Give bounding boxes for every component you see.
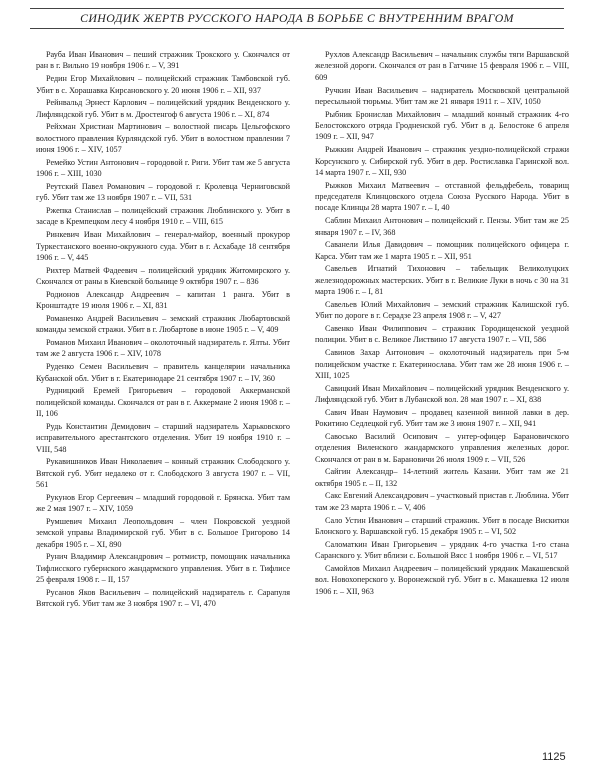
left-column [36,49,290,611]
list-item: Савельев Игнатий Тихонович – табельщик Великолуцких железнодорожных мастерских. Убит в г. Великие Луки в ночь с 30 на 31 марта 1906 г. – I, 81 [315,264,569,297]
list-item: Рыжков Михаил Матвеевич – отставной фельдфебель, товарищ председателя Клинцовского отдела Союза Русского Народа. Убит в посаде Клинцы 28 марта 1907 г. – I, 40 [315,180,569,213]
list-item: Савицкий Иван Михайлович – полицейский урядник Венденского у. Лифляндской губ. Убит в Лубанской вол. 28 мая 1907 г. – XI, 838 [315,383,569,405]
list-item: Рихтер Матвей Фадеевич – полицейский урядник Житомирского у. Скончался от раны в Киевской больнице 9 октября 1907 г. – 836 [36,265,290,287]
list-item: Румшевич Михаил Леопольдович – член Покровской уездной земской управы Владимирской губ. Убит в с. Большое Григорово 14 декабря 1905 г. – XI, 890 [36,516,290,549]
list-item: Рудницкий Еремей Григорьевич – городовой Аккерманской полицейской команды. Скончался от ран в г. Аккермане 2 июня 1908 г. – II, 106 [36,386,290,419]
list-item: Родионов Александр Андреевич – капитан 1 ранга. Убит в Кронштадте 19 июля 1906 г. – XI, 831 [36,289,290,311]
list-item: Саблин Михаил Антонович – полицейский г. Пензы. Убит там же 25 января 1907 г. – IV, 368 [315,216,569,237]
list-item: Романенко Андрей Васильевич – земский стражник Любартовской команды земской стражи. Убит в г. Любартове в июне 1905 г. – V, 409 [36,313,290,335]
list-item: Русанов Яков Васильевич – полицейский надзиратель г. Сарапуля Вятской губ. Убит там же 3 ноября 1907 г. – VI, 470 [36,587,290,609]
page-number: 1125 [542,751,566,763]
list-item: Рухлов Александр Васильевич – начальник службы тяги Варшавской железной дороги. Скончался от ран в Гатчине 15 февраля 1906 г. – VIII, 609 [315,50,569,82]
list-item: Савосько Василий Осипович – унтер-офицер Барановичского отделения Виленского жандармского управления железных дорог. Скончался от ран в м. Барановичи 26 июля 1909 г. – VII, 526 [315,431,569,464]
list-item: Савельев Юлий Михайлович – земский стражник Калишской губ. Убит по дороге в г. Серадзе 23 апреля 1908 г. – V, 427 [315,299,569,321]
list-item: Сало Устин Иванович – старший стражник. Убит в посаде Вискитки Блонского у. Варшавской губ. 15 декабря 1905 г. – VI, 502 [315,515,569,536]
header-rule-bottom [30,28,564,29]
list-item: Ремейко Устин Антонович – городовой г. Риги. Убит там же 5 августа 1906 г. – XIII, 1030 [36,157,290,179]
list-item: Сакс Евгений Александрович – участковый пристав г. Люблина. Убит там же 23 марта 1906 г. – V, 406 [315,491,569,512]
list-item: Романов Михаил Иванович – околоточный надзиратель г. Ялты. Убит там же 2 августа 1906 г. – XIV, 1078 [36,338,290,359]
list-item: Ринкевич Иван Михайлович – генерал-майор, военный прокурор Туркестанского военно-окружного суда. Убит в г. Асхабаде 18 сентября 1906 г. – V, 445 [36,230,290,262]
list-item: Рукунов Егор Сергеевич – младший городовой г. Брянска. Убит там же 2 мая 1907 г. – XIV, 1059 [36,492,290,514]
list-item: Саванели Илья Давидович – помощник полицейского офицера г. Карса. Убит там же 1 марта 1905 г. – XII, 951 [315,240,569,261]
list-item: Руденко Семен Васильевич – правитель канцелярии начальника Кубанской обл. Убит в г. Екатеринодаре 21 сентября 1907 г. – IV, 360 [36,362,290,383]
list-item: Рукавишников Иван Николаевич – конный стражник Слободского у. Вятской губ. Убит недалеко от г. Слободского 3 августа 1907 г. – VII, 561 [36,457,290,490]
list-item: Редин Егор Михайлович – полицейский стражник Тамбовской губ. Убит в с. Хорашавка Кирсановского у. 20 июня 1906 г. – XII, 937 [36,74,290,95]
list-item: Реутский Павел Романович – городовой г. Кролевца Черниговской губ. Убит там же 13 ноября 1907 г. – VII, 531 [36,181,290,203]
page-title: СИНОДИК ЖЕРТВ РУССКОГО НАРОДА В БОРЬБЕ С ВНУТРЕННИМ ВРАГОМ [80,11,514,25]
list-item: Саломаткин Иван Григорьевич – урядник 4-го участка 1-го стана Саранского у. Убит вблизи с. Большой Вясс 1 ноября 1906 г. – VI, 517 [315,539,569,561]
list-item: Рыбник Бронислав Михайлович – младший конный стражник 4-го Белостокского отряда Гродненской губ. Убит в д. Белостоке 6 апреля 1909 г. – XII, 947 [315,109,569,142]
right-column [315,49,569,598]
list-item: Савич Иван Наумович – продавец казенной винной лавки в дер. Рокитино Седлецкой губ. Убит там же 3 июня 1907 г. – XII, 941 [315,407,569,429]
list-item: Савинов Захар Антонович – околоточный надзиратель при 5-м полицейском участке г. Екатеринослава. Убит там же 28 июня 1906 г. – XIII, 1025 [315,348,569,380]
list-item: Рыжкин Андрей Иванович – стражник уездно-полицейской стражи Корсунского у. Сибирской губ. Убит в дер. Ростиславка Гаринской вол. 14 марта 1907 г. – XII, 930 [315,145,569,177]
list-item: Рауба Иван Иванович – пеший стражник Трокского у. Скончался от ран в г. Вильно 19 ноября 1906 г. – V, 391 [36,50,290,71]
list-item: Рейнвальд Эрнест Карлович – полицейский урядник Венденского у. Лифляндской губ. Убит в м. Дростенгоф 6 августа 1906 г. – XI, 874 [36,98,290,119]
list-item: Рудь Константин Демидович – старший надзиратель Харьковского исправительного арестантского отделения. Убит 19 ноября 1910 г. – VIII, 548 [36,421,290,454]
list-item: Рейхман Христиан Мартинович – волостной писарь Цельгофского волостного правления Курляндской губ. Убит в волостном правлении 7 июня 1906 г. – XIV, 1057 [36,122,290,155]
list-item: Рунич Владимир Александрович – ротмистр, помощник начальника Тифлисского губернского жандармского управления. Убит в г. Тифлисе 25 февраля 1908 г. – II, 157 [36,552,290,585]
list-item: Савенко Иван Филиппович – стражник Городищенской уездной полиции. Убит в с. Великое Листвино 17 августа 1907 г. – VII, 586 [315,324,569,345]
list-item: Самойлов Михаил Андреевич – полицейский урядник Макашевской вол. Новохоперского у. Воронежской губ. Убит в с. Макашевка 12 июля 1906 г. – XII, 963 [315,563,569,596]
list-item: Ржепка Станислав – полицейский стражник Люблинского у. Убит в засаде в Кремпецком лесу 4 ноября 1910 г. – VIII, 615 [36,206,290,227]
list-item: Сайгин Александр– 14-летний житель Казани. Убит там же 21 октября 1905 г. – II, 132 [315,467,569,488]
header-rule-top [30,8,564,9]
list-item: Ручкин Иван Васильевич – надзиратель Московской центральной пересыльной тюрьмы. Убит там же 21 января 1911 г. – XIV, 1050 [315,85,569,106]
running-header [30,8,564,29]
